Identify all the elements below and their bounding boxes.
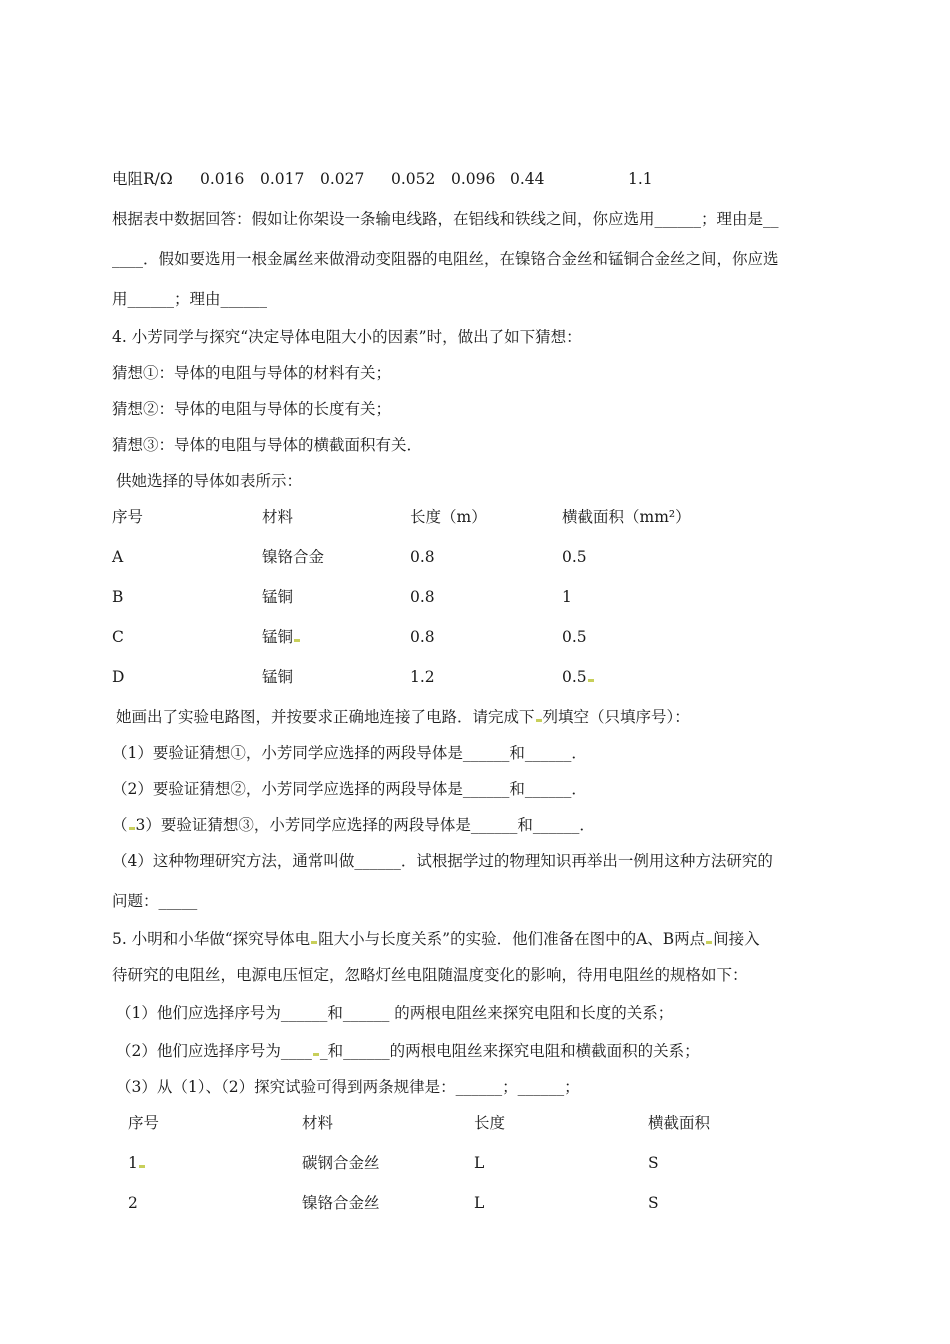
- q5-line-1-part-b: 阻大小与长度关系”的实验．他们准备在图中的A、B两点: [318, 930, 706, 948]
- q5-header-length: 长度: [474, 1114, 506, 1132]
- q5-row-2-index: 2: [128, 1194, 138, 1212]
- q5-row-2-area: S: [648, 1194, 659, 1212]
- q5-row-1-length: L: [474, 1154, 485, 1172]
- resistance-value: 0.096: [451, 170, 496, 188]
- q4-row-b-material: 锰铜: [262, 588, 294, 606]
- resistance-value: 0.016: [200, 170, 245, 188]
- q5-sub-3: （3）从（1）、（2）探究试验可得到两条规律是：______；______；: [116, 1078, 580, 1096]
- q5-row-1-index: [128, 1152, 146, 1174]
- q5-row-1-area: S: [648, 1154, 659, 1172]
- q4-row-a-material: 镍铬合金: [262, 548, 325, 566]
- q4-header-length: 长度（m）: [410, 508, 487, 526]
- q4-row-b-length: 0.8: [410, 588, 435, 606]
- q4-header-area: 横截面积（mm²）: [562, 508, 691, 526]
- highlight-mark: [129, 827, 135, 830]
- highlight-mark: [536, 719, 542, 722]
- highlight-mark: [706, 941, 712, 944]
- q3-line-1: 根据表中数据回答：假如让你架设一条输电线路，在铝线和铁线之间，你应选用______；理由是__: [112, 210, 779, 228]
- q4-table-intro: 供她选择的导体如表所示：: [116, 472, 303, 490]
- resistance-row: [112, 168, 832, 190]
- q4-guess-1: 猜想①：导体的电阻与导体的材料有关；: [112, 364, 392, 382]
- q4-sub-3: [112, 814, 595, 836]
- resistance-label: 电阻R/Ω: [112, 170, 173, 188]
- q4-row-d-material: 锰铜: [262, 668, 294, 686]
- q4-row-a-length: 0.8: [410, 548, 435, 566]
- q5-sub-2-part-a: （2）他们应选择序号为____: [116, 1042, 312, 1060]
- highlight-mark: [294, 639, 300, 642]
- q4-row-b-area: 1: [562, 588, 572, 606]
- q4-row-b-index: B: [112, 588, 124, 606]
- q4-guess-2: 猜想②：导体的电阻与导体的长度有关；: [112, 400, 392, 418]
- q5-row-2-material: 镍铬合金丝: [302, 1194, 380, 1212]
- q5-row-1-index-text: 1: [128, 1154, 138, 1172]
- q4-intro: 4. 小芳同学与探究“决定导体电阻大小的因素”时，做出了如下猜想：: [112, 328, 582, 346]
- q4-guess-3: 猜想③：导体的电阻与导体的横截面积有关．: [112, 436, 423, 454]
- q4-sub-1: （1）要验证猜想①，小芳同学应选择的两段导体是______和______．: [112, 744, 587, 762]
- q5-line-1-part-c: 间接入: [713, 930, 760, 948]
- q4-row-a-area: 0.5: [562, 548, 587, 566]
- q4-after-table-part-b: 列填空（只填序号）：: [542, 708, 690, 726]
- q5-header-area: 横截面积: [648, 1114, 711, 1132]
- q5-row-2-length: L: [474, 1194, 485, 1212]
- q4-sub-4-line-1: （4）这种物理研究方法，通常叫做______．试根据学过的物理知识再举出一例用这种方法研究的: [112, 852, 773, 870]
- q5-sub-1: （1）他们应选择序号为______和______ 的两根电阻丝来探究电阻和长度的关系；: [116, 1004, 674, 1022]
- resistance-value: 0.017: [260, 170, 305, 188]
- q4-row-d-length: 1.2: [410, 668, 435, 686]
- highlight-mark: [588, 679, 594, 682]
- highlight-mark: [311, 941, 317, 944]
- q4-after-table-part-a: 她画出了实验电路图，并按要求正确地连接了电路．请完成下: [116, 708, 535, 726]
- q5-line-2: 待研究的电阻丝，电源电压恒定，忽略灯丝电阻随温度变化的影响，待用电阻丝的规格如下：: [112, 966, 748, 984]
- q4-sub-2: （2）要验证猜想②，小芳同学应选择的两段导体是______和______．: [112, 780, 587, 798]
- q3-line-3: 用______；理由______: [112, 290, 268, 308]
- q5-sub-2-part-b: _和______的两根电阻丝来探究电阻和横截面积的关系；: [319, 1042, 700, 1060]
- q5-row-1-material: 碳钢合金丝: [302, 1154, 380, 1172]
- q4-sub-3-paren: （: [112, 816, 128, 834]
- q4-header-index: 序号: [112, 508, 144, 526]
- q4-row-c-material: [262, 626, 301, 648]
- q4-sub-4-line-2: 问题：_____: [112, 892, 198, 910]
- q4-row-c-area: 0.5: [562, 628, 587, 646]
- q4-row-c-index: C: [112, 628, 124, 646]
- q5-header-index: 序号: [128, 1114, 160, 1132]
- highlight-mark: [139, 1165, 145, 1168]
- q5-line-1: [112, 928, 760, 950]
- q4-row-d-area: [562, 666, 595, 688]
- q4-header-material: 材料: [262, 508, 294, 526]
- resistance-value: 0.027: [320, 170, 365, 188]
- q4-after-table: [116, 706, 690, 728]
- q4-sub-3-text: 3）要验证猜想③，小芳同学应选择的两段导体是______和______．: [135, 816, 595, 834]
- q5-header-material: 材料: [302, 1114, 334, 1132]
- q4-row-d-area-text: 0.5: [562, 668, 587, 686]
- q4-row-d-index: D: [112, 668, 125, 686]
- highlight-mark: [313, 1053, 319, 1056]
- resistance-value: 1.1: [628, 170, 653, 188]
- q5-line-1-part-a: 5. 小明和小华做“探究导体电: [112, 930, 311, 948]
- q4-row-c-length: 0.8: [410, 628, 435, 646]
- q4-row-a-index: A: [112, 548, 124, 566]
- q5-sub-2: [116, 1040, 700, 1062]
- q4-row-c-material-text: 锰铜: [262, 628, 294, 646]
- resistance-value: 0.44: [510, 170, 545, 188]
- q3-line-2: ____．假如要选用一根金属丝来做滑动变阻器的电阻丝，在镍铬合金丝和锰铜合金丝之间，你应选: [112, 250, 779, 268]
- resistance-value: 0.052: [391, 170, 436, 188]
